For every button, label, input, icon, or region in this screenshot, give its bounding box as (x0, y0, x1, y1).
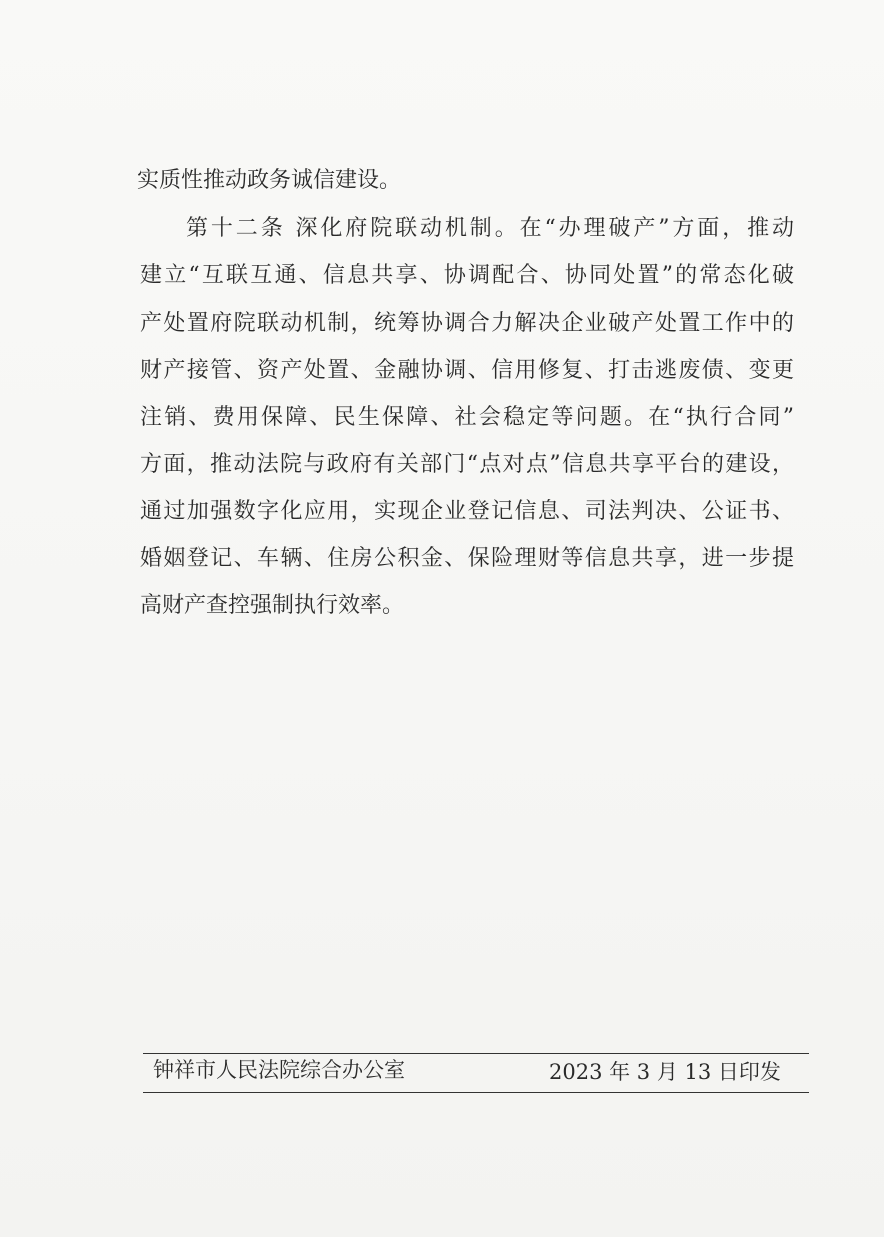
footer-bottom-rule (143, 1092, 809, 1093)
footer-top-rule (143, 1053, 809, 1054)
issue-date: 2023 年 3 月 13 日印发 (549, 1060, 781, 1084)
body-line-1: 实质性推动政务诚信建设。 (137, 168, 402, 193)
body-line-4: 产处置府院联动机制，统筹协调合力解决企业破产处置工作中的 (140, 311, 794, 336)
issuer-name: 钟祥市人民法院综合办公室 (153, 1058, 405, 1082)
body-line-8: 通过加强数字化应用，实现企业登记信息、司法判决、公证书、 (140, 499, 794, 524)
body-line-5: 财产接管、资产处置、金融协调、信用修复、打击逃废债、变更 (140, 358, 794, 383)
article-12-heading-line: 第十二条 深化府院联动机制。在“办理破产”方面，推动 (186, 216, 794, 241)
body-line-9: 婚姻登记、车辆、住房公积金、保险理财等信息共享，进一步提 (140, 546, 794, 571)
body-line-10: 高财产查控强制执行效率。 (140, 593, 405, 618)
body-line-3: 建立“互联互通、信息共享、协调配合、协同处置”的常态化破 (140, 263, 794, 288)
body-line-6: 注销、费用保障、民生保障、社会稳定等问题。在“执行合同” (140, 405, 794, 430)
body-line-7: 方面，推动法院与政府有关部门“点对点”信息共享平台的建设， (140, 452, 794, 477)
